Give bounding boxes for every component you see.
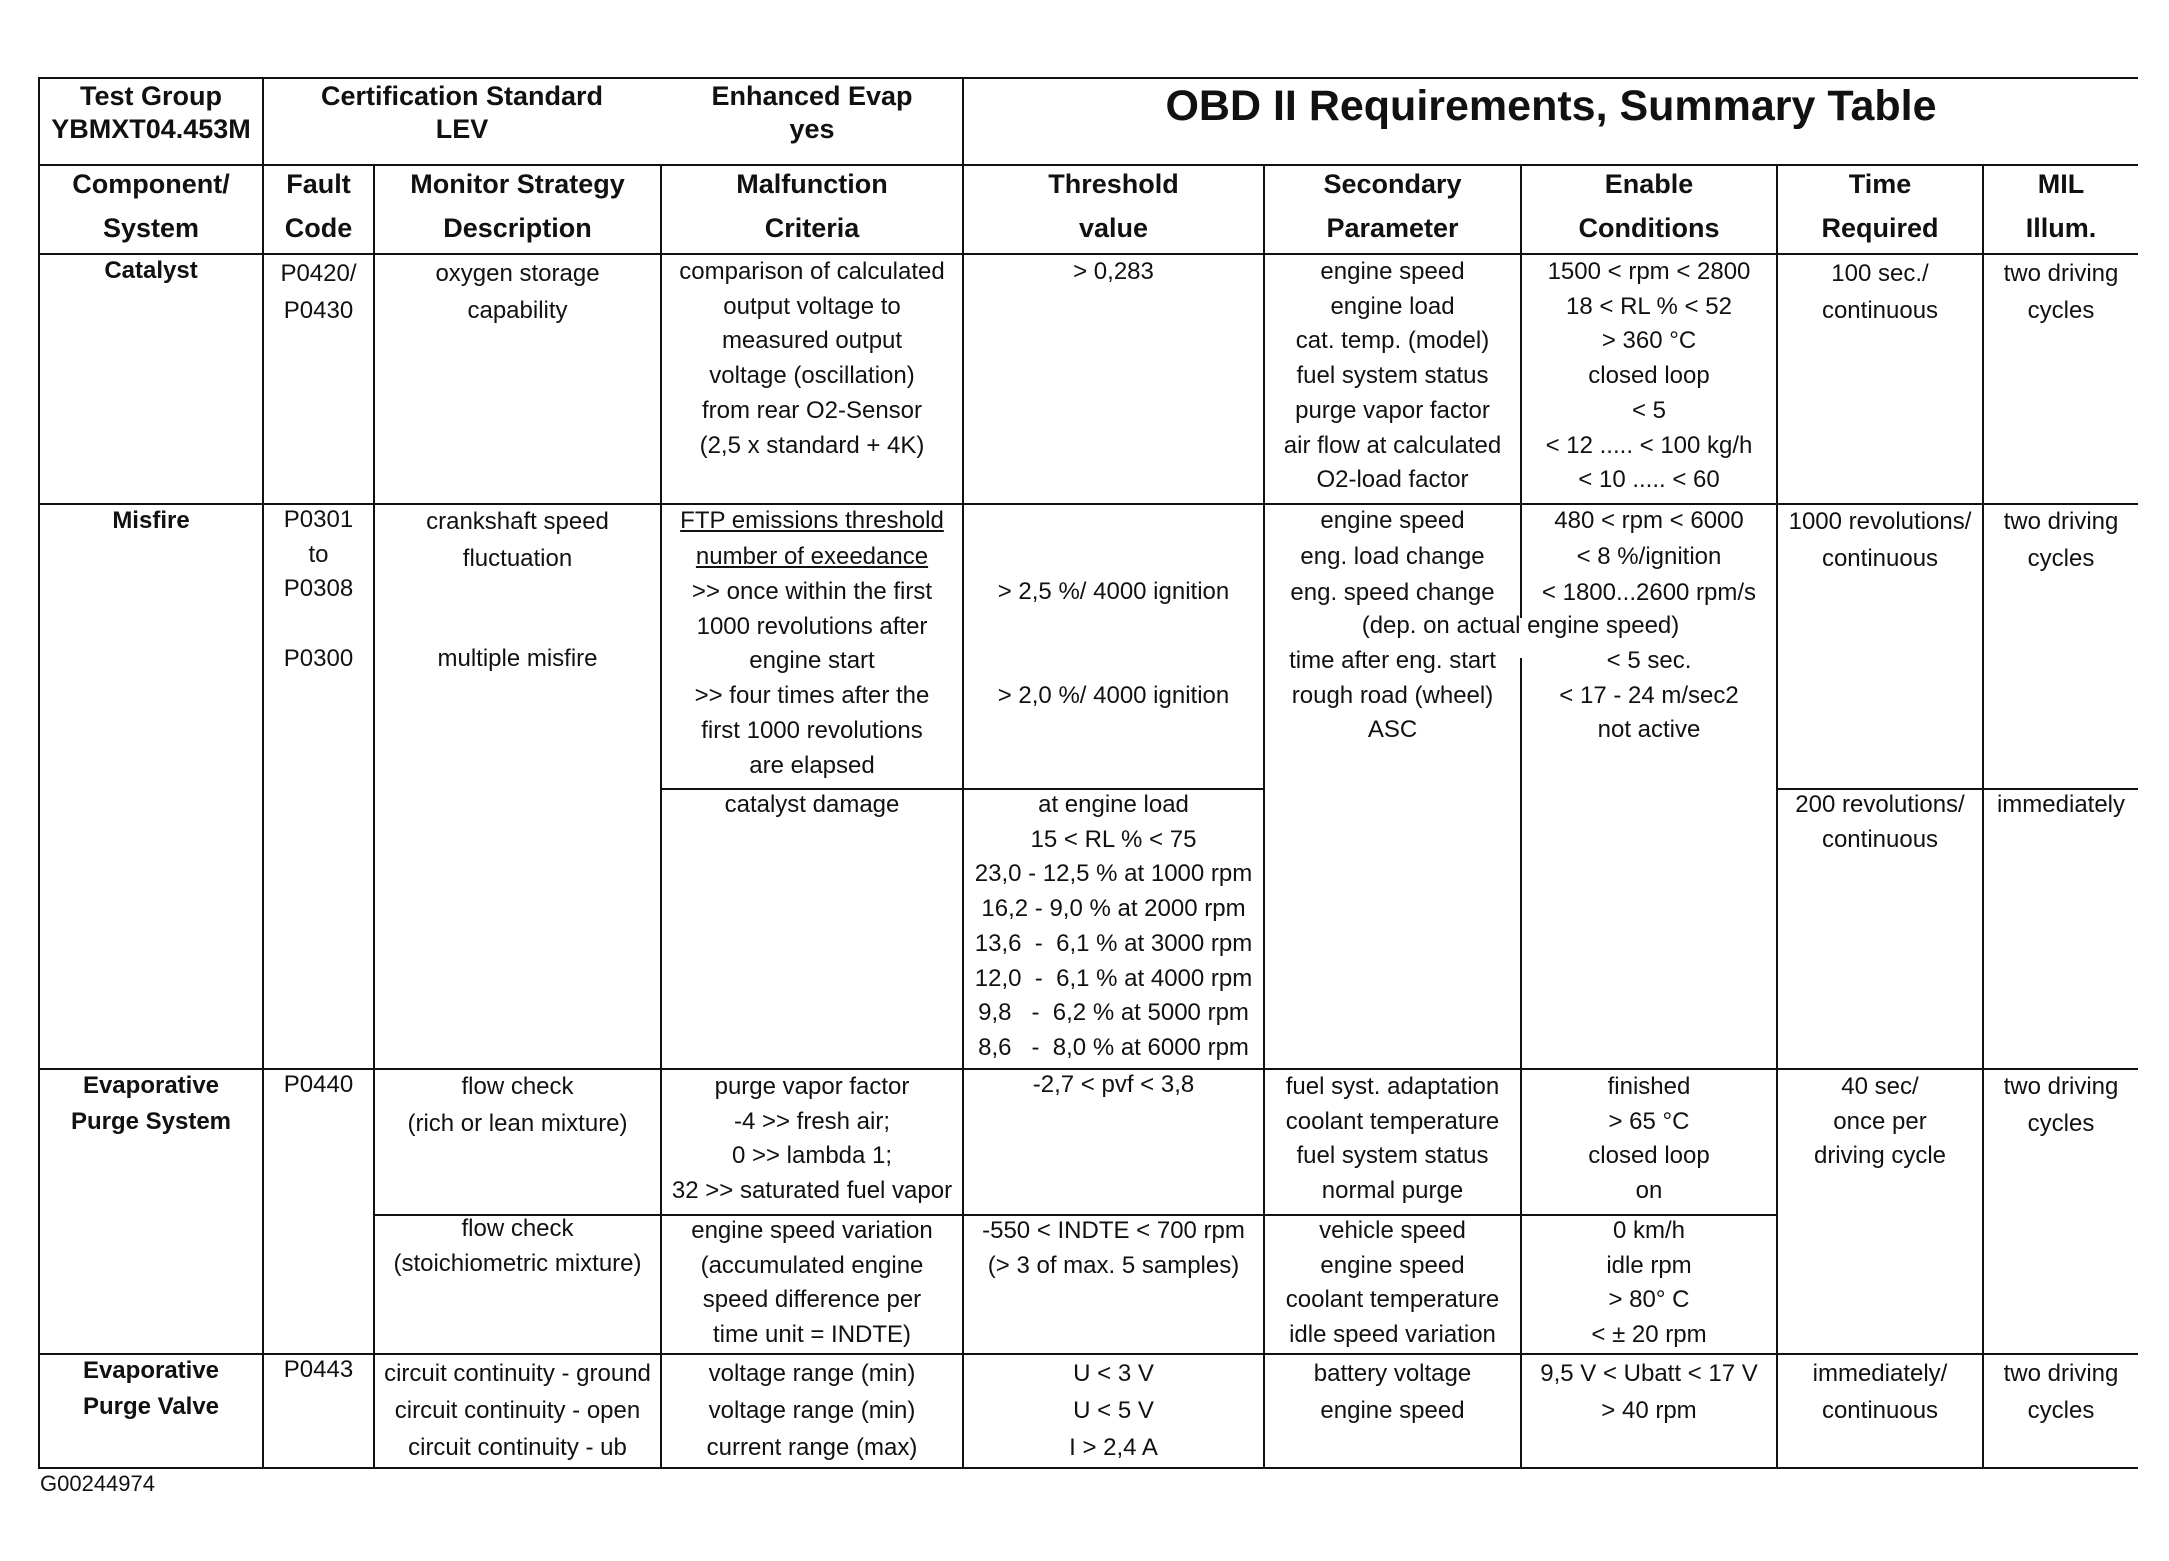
- purge-system-fault-code: P0440: [283, 1071, 354, 1098]
- col-header-fault-code: Fault Code: [284, 169, 353, 243]
- purge-valve-enable: 9,5 V < Ubatt < 17 V > 40 rpm: [1540, 1360, 1758, 1424]
- purge-valve-criteria: voltage range (min) voltage range (min) current range (max): [706, 1360, 918, 1461]
- purge-system-secondary-b: vehicle speed engine speed coolant temperature idle speed variation: [1285, 1217, 1500, 1349]
- catalyst-time: 100 sec./ continuous: [1821, 260, 1939, 324]
- catalyst-strategy: oxygen storage capability: [435, 260, 600, 324]
- col-header-threshold: Threshold value: [1048, 169, 1179, 243]
- certification-standard-value: LEV: [435, 114, 489, 144]
- misfire-component: Misfire: [112, 507, 190, 534]
- purge-system-component: Evaporative Purge System: [70, 1072, 232, 1135]
- purge-system-enable-a: finished > 65 °C closed loop on: [1588, 1073, 1710, 1205]
- misfire-enable-a: 480 < rpm < 6000 < 8 %/ignition < 1800...2600 rpm/s: [1541, 507, 1757, 606]
- enhanced-evap-value: yes: [789, 114, 835, 144]
- col-header-malfunction-criteria: Malfunction Criteria: [736, 169, 888, 243]
- purge-system-secondary-a: fuel syst. adaptation coolant temperature fuel system status normal purge: [1285, 1073, 1500, 1205]
- catalyst-secondary: engine speed engine load cat. temp. (model) fuel system status purge vapor factor air flow at calculated O2-load factor: [1283, 258, 1502, 494]
- misfire-threshold-once: > 2,5 %/ 4000 ignition: [997, 578, 1230, 605]
- purge-system-threshold-b: -550 < INDTE < 700 rpm (> 3 of max. 5 samples): [982, 1217, 1245, 1279]
- misfire-enable-b: < 5 sec. < 17 - 24 m/sec2 not active: [1559, 647, 1739, 744]
- purge-system-mil: two driving cycles: [2003, 1073, 2119, 1137]
- page-title: OBD II Requirements, Summary Table: [1165, 82, 1937, 130]
- misfire-time-a: 1000 revolutions/ continuous: [1788, 508, 1972, 572]
- misfire-mil-b: immediately: [1996, 791, 2126, 818]
- catalyst-criteria: comparison of calculated output voltage to measured output voltage (oscillation) from rear O2-Sensor (2,5 x standard + 4K): [679, 258, 945, 459]
- test-group-label: Test Group: [79, 81, 222, 111]
- catalyst-mil: two driving cycles: [2003, 260, 2119, 324]
- misfire-strategy-multiple: multiple misfire: [437, 645, 598, 672]
- purge-valve-fault-code: P0443: [283, 1356, 354, 1383]
- purge-valve-mil: two driving cycles: [2003, 1360, 2119, 1424]
- catalyst-component: Catalyst: [104, 257, 198, 284]
- catalyst-threshold: > 0,283: [1073, 258, 1154, 285]
- purge-system-criteria-b: engine speed variation (accumulated engine speed difference per time unit = INDTE): [691, 1217, 933, 1349]
- certification-standard-label: Certification Standard: [320, 81, 604, 111]
- misfire-fault-code-multiple: P0300: [283, 645, 354, 672]
- purge-valve-strategy: circuit continuity - ground circuit continuity - open circuit continuity - ub: [384, 1360, 651, 1461]
- col-header-mil-illum: MIL Illum.: [2025, 169, 2097, 243]
- test-group-value: YBMXT04.453M: [51, 114, 251, 144]
- misfire-criteria-detail: >> once within the first 1000 revolutions after engine start >> four times after the first 1000 revolutions are elapsed: [691, 578, 933, 779]
- col-header-component: Component/ System: [72, 169, 230, 243]
- table-border-bottom: [38, 1467, 2138, 1469]
- purge-valve-component: Evaporative Purge Valve: [82, 1357, 220, 1420]
- enhanced-evap-label: Enhanced Evap: [711, 81, 913, 111]
- purge-valve-secondary: battery voltage engine speed: [1313, 1360, 1472, 1424]
- misfire-criteria-catalyst-damage: catalyst damage: [724, 791, 900, 818]
- misfire-time-b: 200 revolutions/ continuous: [1795, 791, 1965, 853]
- purge-valve-time: immediately/ continuous: [1812, 1360, 1948, 1424]
- misfire-criteria-exceedance: number of exeedance: [695, 543, 929, 570]
- purge-system-time: 40 sec/ once per driving cycle: [1813, 1073, 1947, 1170]
- col-header-secondary-parameter: Secondary Parameter: [1323, 169, 1462, 243]
- catalyst-fault-code: P0420/ P0430: [280, 260, 357, 324]
- misfire-fault-code-range: P0301 to P0308: [283, 506, 354, 603]
- misfire-mil-a: two driving cycles: [2003, 508, 2119, 572]
- purge-system-threshold-a: -2,7 < pvf < 3,8: [1032, 1071, 1195, 1098]
- col-header-enable-conditions: Enable Conditions: [1578, 169, 1720, 243]
- col-header-time-required: Time Required: [1821, 169, 1939, 243]
- figure-reference-id: G00244974: [40, 1471, 155, 1496]
- misfire-secondary-b: time after eng. start rough road (wheel) ASC: [1289, 647, 1496, 744]
- misfire-criteria-ftp: FTP emissions threshold: [680, 507, 944, 534]
- catalyst-enable: 1500 < rpm < 2800 18 < RL % < 52 > 360 °C closed loop < 5 < 12 ..... < 100 kg/h < 10 ..... < 60: [1545, 258, 1753, 494]
- misfire-engine-speed-dependency: (dep. on actual engine speed): [1361, 612, 1680, 639]
- col-header-monitor-strategy: Monitor Strategy Description: [410, 169, 625, 243]
- purge-system-strategy-b: flow check (stoichiometric mixture): [393, 1215, 642, 1277]
- misfire-secondary-a: engine speed eng. load change eng. speed change: [1290, 507, 1495, 606]
- purge-system-criteria-a: purge vapor factor -4 >> fresh air; 0 >> lambda 1; 32 >> saturated fuel vapor: [671, 1073, 953, 1205]
- misfire-threshold-catalyst-damage: at engine load 15 < RL % < 75 23,0 - 12,5 % at 1000 rpm 16,2 - 9,0 % at 2000 rpm 13,6 - 6,1 % at 3000 rpm 12,0 - 6,1 % at 4000 rpm 9,8 - 6,2 % at 5000 rpm 8,6 - 8,0 % at 6000 rpm: [974, 791, 1253, 1061]
- purge-system-strategy-a: flow check (rich or lean mixture): [407, 1073, 628, 1137]
- misfire-threshold-four-times: > 2,0 %/ 4000 ignition: [997, 682, 1230, 709]
- misfire-strategy-crankshaft: crankshaft speed fluctuation: [426, 508, 609, 572]
- purge-valve-threshold: U < 3 V U < 5 V I > 2,4 A: [1069, 1360, 1158, 1461]
- purge-system-enable-b: 0 km/h idle rpm > 80° C < ± 20 rpm: [1591, 1217, 1707, 1349]
